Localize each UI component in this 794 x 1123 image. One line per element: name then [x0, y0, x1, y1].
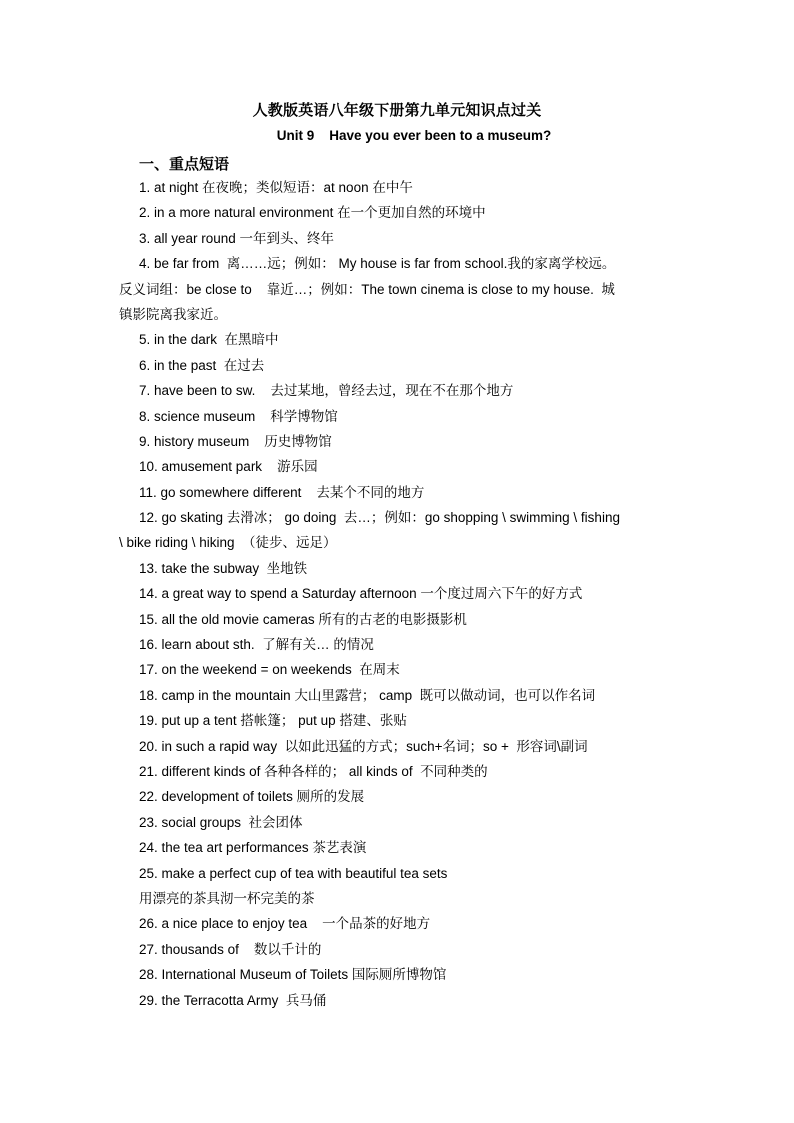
list-item: 22. development of toilets 厕所的发展: [139, 789, 365, 805]
list-item: 6. in the past 在过去: [139, 357, 265, 373]
list-item: 2. in a more natural environment 在一个更加自然的环境中: [139, 205, 486, 221]
list-item: 13. take the subway 坐地铁: [139, 560, 308, 576]
list-item: 26. a nice place to enjoy tea 一个品茶的好地方: [139, 916, 431, 932]
list-item: 16. learn about sth. 了解有关… 的情况: [139, 637, 374, 653]
list-item: 12. go skating 去滑冰； go doing 去…；例如：go shopping \ swimming \ fishing: [139, 510, 620, 526]
list-item: 18. camp in the mountain 大山里露营； camp 既可以做动词，也可以作名词: [139, 687, 596, 703]
list-item: 3. all year round 一年到头、终年: [139, 230, 335, 246]
list-item: 4. be far from 离……远；例如： My house is far from school.我的家离学校远。: [139, 256, 616, 272]
list-item: 28. International Museum of Toilets 国际厕所博物馆: [139, 967, 447, 983]
list-item: 29. the Terracotta Army 兵马俑: [139, 992, 327, 1008]
list-item: 23. social groups 社会团体: [139, 814, 303, 830]
list-item-continuation: 反义词组：be close to 靠近…；例如：The town cinema is close to my house. 城: [119, 281, 615, 297]
phrase-list: [0, 175, 794, 1013]
list-item: 20. in such a rapid way 以如此迅猛的方式；such+名词；so + 形容词\副词: [139, 738, 588, 754]
list-item: 15. all the old movie cameras 所有的古老的电影摄影机: [139, 611, 467, 627]
list-item: 17. on the weekend = on weekends 在周末: [139, 662, 400, 678]
list-item: 25. make a perfect cup of tea with beautiful tea sets: [139, 865, 448, 881]
list-item: 14. a great way to spend a Saturday afternoon 一个度过周六下午的好方式: [139, 586, 583, 602]
list-item: 11. go somewhere different 去某个不同的地方: [139, 484, 425, 500]
list-item: 19. put up a tent 搭帐篷； put up 搭建、张贴: [139, 713, 407, 729]
list-item: 21. different kinds of 各种各样的； all kinds of 不同种类的: [139, 763, 488, 779]
list-item: 24. the tea art performances 茶艺表演: [139, 840, 367, 856]
page-title: 人教版英语八年级下册第九单元知识点过关: [252, 102, 542, 119]
page-subtitle: Unit 9 Have you ever been to a museum?: [276, 128, 552, 143]
list-item: 9. history museum 历史博物馆: [139, 433, 332, 449]
list-item: 5. in the dark 在黑暗中: [139, 332, 279, 348]
list-item: 10. amusement park 游乐园: [139, 459, 318, 475]
list-item-continuation: 用漂亮的茶具沏一杯完美的茶: [139, 890, 315, 906]
list-item: 8. science museum 科学博物馆: [139, 408, 338, 424]
section-heading: 一、重点短语: [139, 156, 230, 173]
list-item-continuation: 镇影院离我家近。: [119, 306, 227, 322]
list-item: 27. thousands of 数以千计的: [139, 941, 322, 957]
list-item: 1. at night 在夜晚；类似短语：at noon 在中午: [139, 180, 413, 195]
list-item: 7. have been to sw. 去过某地，曾经去过，现在不在那个地方: [139, 383, 514, 399]
list-item-continuation: \ bike riding \ hiking （徒步、远足）: [119, 535, 337, 551]
